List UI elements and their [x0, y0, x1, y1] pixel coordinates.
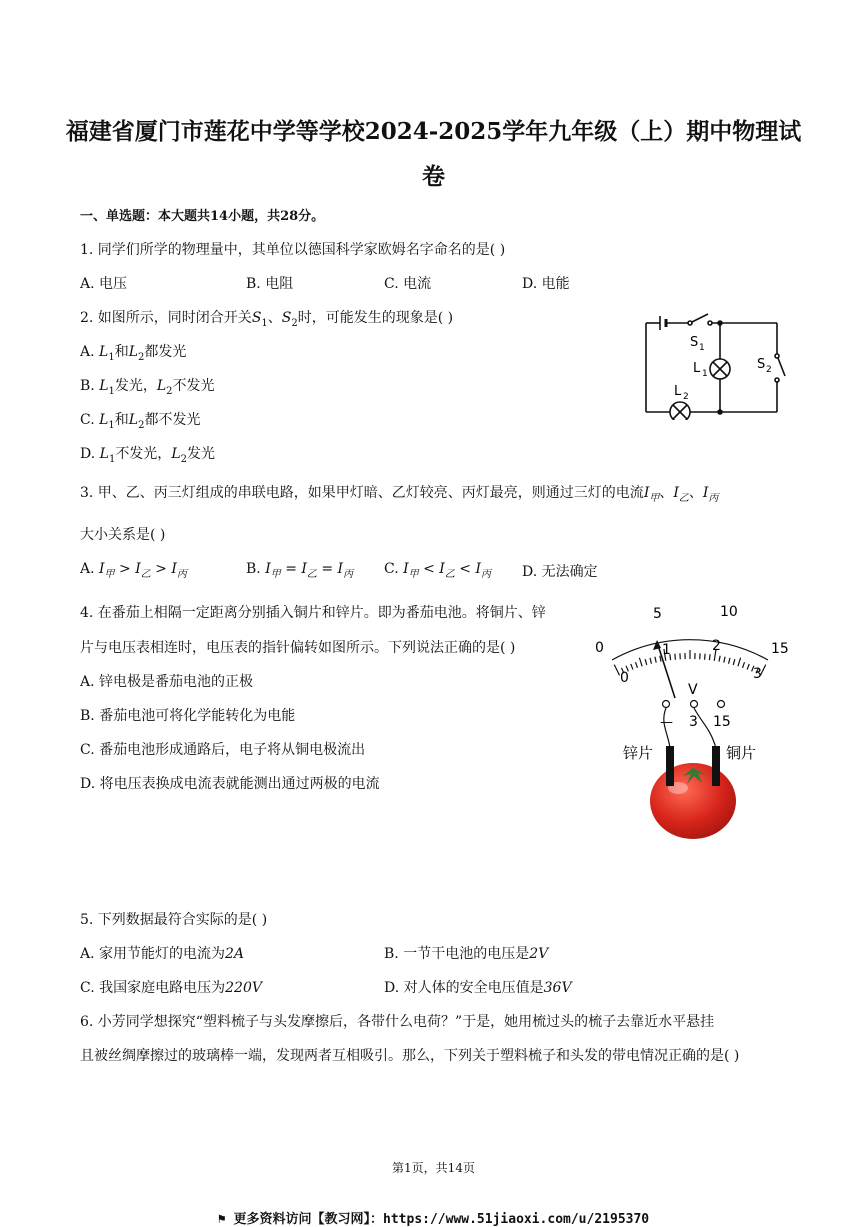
sub: 丙 — [343, 569, 353, 580]
section-header-single-choice: 一、单选题：本大题共14小题，共28分。 — [80, 205, 324, 224]
lower-scale-2: 2 — [712, 638, 721, 654]
q5-option-a — [80, 943, 244, 963]
var-i: I — [135, 561, 141, 577]
sub: 甲 — [271, 569, 281, 580]
text: 不发光 — [173, 378, 215, 394]
var-i: I — [338, 561, 344, 577]
meter-tick — [705, 654, 706, 660]
sub: 1 — [109, 454, 115, 465]
var-i: I — [301, 561, 307, 577]
sep: 、 — [689, 485, 703, 501]
var-l: L — [99, 344, 108, 360]
meter-tick — [724, 657, 725, 663]
sub: 甲 — [649, 493, 659, 504]
sub: 2 — [138, 352, 144, 363]
zinc-electrode — [666, 746, 674, 786]
meter-tick — [743, 662, 745, 668]
label: B. — [246, 561, 265, 577]
var-i: I — [99, 561, 105, 577]
value: 2V — [529, 946, 548, 962]
var-l: L — [129, 412, 138, 428]
sep: 、 — [268, 310, 282, 326]
page-number: 第1页，共14页 — [0, 1159, 867, 1176]
page-title: 福建省厦门市莲花中学等学校2024-2025学年九年级（上）期中物理试 — [0, 113, 867, 146]
text: A. 家用节能灯的电流为 — [80, 946, 225, 962]
sub: 乙 — [445, 569, 455, 580]
var-i: I — [439, 561, 445, 577]
var-l: L — [129, 344, 138, 360]
lower-scale-1: 1 — [662, 642, 671, 658]
sub: 丙 — [481, 569, 491, 580]
sub: 2 — [291, 318, 297, 329]
meter-tick — [709, 654, 710, 660]
q4-stem-line1: 4. 在番茄上相隔一定距离分别插入铜片和锌片。即为番茄电池。将铜片、锌 — [80, 602, 546, 622]
sub: 1 — [261, 318, 267, 329]
sub: 甲 — [105, 569, 115, 580]
lower-scale-3: 3 — [753, 666, 762, 682]
var-i: I — [265, 561, 271, 577]
q3-stem-line2: 大小关系是( ) — [80, 524, 165, 544]
op: = — [285, 561, 297, 577]
text: 都不发光 — [144, 412, 200, 428]
var-l: L — [99, 378, 108, 394]
label-s2-sub: 2 — [766, 365, 772, 375]
text: 发光， — [115, 378, 157, 394]
q2-option-a — [80, 341, 186, 363]
text: 发光 — [187, 446, 215, 462]
upper-scale-0: 0 — [595, 640, 604, 656]
label-l1-sub: 1 — [702, 369, 708, 379]
meter-tick — [738, 658, 741, 667]
var-i: I — [644, 485, 650, 501]
q2-stem — [80, 307, 453, 329]
q3-stem-part1: 3. 甲、乙、丙三灯组成的串联电路，如果甲灯暗、乙灯较亮、丙灯最亮，则通过三灯的电流 — [80, 485, 644, 501]
text: B. 一节干电池的电压是 — [384, 946, 529, 962]
label-s1: S — [690, 335, 698, 350]
copper-plate-label: 铜片 — [726, 744, 756, 762]
var-s: S — [282, 310, 292, 326]
label: A. — [80, 344, 99, 360]
sub: 2 — [166, 386, 172, 397]
value: 220V — [225, 980, 262, 996]
var-i: I — [703, 485, 709, 501]
label-s1-sub: 1 — [699, 343, 705, 353]
var-s: S — [252, 310, 262, 326]
zinc-plate-label: 锌片 — [623, 744, 653, 762]
label: C. — [80, 412, 99, 428]
q4-option-c: C. 番茄电池形成通路后，电子将从铜电极流出 — [80, 739, 365, 759]
q1-option-c: C. 电流 — [384, 273, 431, 293]
q3-option-b — [246, 561, 353, 580]
label: B. — [80, 378, 99, 394]
text: 不发光， — [115, 446, 171, 462]
q3-option-c — [384, 561, 491, 580]
var-i: I — [403, 561, 409, 577]
text: 都发光 — [144, 344, 186, 360]
q5-option-c — [80, 977, 262, 997]
q1-option-b: B. 电阻 — [246, 273, 293, 293]
var-i: I — [171, 561, 177, 577]
op: = — [321, 561, 333, 577]
op: > — [155, 561, 167, 577]
var-l: L — [99, 412, 108, 428]
resource-link[interactable] — [0, 1208, 867, 1227]
meter-tick — [729, 658, 730, 664]
terminal-15: 15 — [713, 714, 731, 730]
q3-stem — [80, 482, 718, 504]
q4-stem-line2: 片与电压表相连时，电压表的指针偏转如图所示。下列说法正确的是( ) — [80, 637, 515, 657]
q4-option-a: A. 锌电极是番茄电池的正极 — [80, 671, 253, 691]
var-l: L — [157, 378, 166, 394]
sub: 2 — [181, 454, 187, 465]
text: C. 我国家庭电路电压为 — [80, 980, 225, 996]
meter-tick — [733, 659, 735, 665]
sub: 乙 — [679, 493, 689, 504]
meter-tick — [631, 664, 633, 670]
q2-circuit-diagram — [640, 308, 790, 420]
q2-option-c — [80, 409, 200, 431]
q2-option-d — [80, 443, 215, 465]
value: 36V — [544, 980, 572, 996]
flag-icon: ⚑ — [218, 1212, 234, 1227]
meter-tick — [650, 658, 651, 664]
q2-stem-part1: 2. 如图所示，同时闭合开关 — [80, 310, 252, 326]
label-l1: L — [693, 361, 701, 376]
q3-option-a — [80, 561, 187, 580]
op: < — [423, 561, 435, 577]
sub: 乙 — [307, 569, 317, 580]
text: 和 — [115, 344, 129, 360]
meter-tick — [660, 656, 661, 662]
op: > — [119, 561, 131, 577]
sub: 2 — [138, 420, 144, 431]
meter-scale-ticks — [614, 649, 766, 675]
upper-scale-10: 10 — [720, 604, 738, 620]
sub: 1 — [108, 420, 114, 431]
label-s2: S — [757, 357, 765, 372]
q5-option-d — [384, 977, 572, 997]
resource-link-text: 更多资料访问【教习网】：https://www.51jiaoxi.com/u/2195370 — [234, 1212, 650, 1227]
voltmeter-label: V — [688, 682, 698, 698]
q4-option-b: B. 番茄电池可将化学能转化为电能 — [80, 705, 295, 725]
meter-tick — [645, 659, 647, 665]
sep: 、 — [659, 485, 673, 501]
text: D. 对人体的安全电压值是 — [384, 980, 544, 996]
terminal-3: 3 — [689, 714, 698, 730]
q2-stem-part2: 时，可能发生的现象是( ) — [298, 310, 453, 326]
text: 和 — [115, 412, 129, 428]
sub: 丙 — [708, 493, 718, 504]
q4-option-d: D. 将电压表换成电流表就能测出通过两极的电流 — [80, 773, 380, 793]
meter-tick — [675, 654, 676, 660]
op: < — [459, 561, 471, 577]
value: 2A — [225, 946, 244, 962]
meter-tick — [719, 656, 720, 662]
q3-option-d: D. 无法确定 — [522, 561, 598, 581]
copper-electrode — [712, 746, 720, 786]
meter-tick — [639, 658, 642, 667]
q1-stem: 1. 同学们所学的物理量中，其单位以德国科学家欧姆名字命名的是( ) — [80, 239, 505, 259]
meter-tick — [747, 664, 749, 670]
label: D. — [80, 446, 100, 462]
var-i: I — [673, 485, 679, 501]
upper-scale-15: 15 — [771, 641, 789, 657]
q2-option-b — [80, 375, 215, 397]
q1-option-d: D. 电能 — [522, 273, 570, 293]
sub: 1 — [109, 386, 115, 397]
var-i: I — [475, 561, 481, 577]
label: A. — [80, 561, 99, 577]
sub: 1 — [108, 352, 114, 363]
q6-stem-line1: 6. 小芳同学想探究“塑料梳子与头发摩擦后，各带什么电荷？”于是，她用梳过头的梳子去靠近水平悬挂 — [80, 1011, 714, 1031]
label-l2-sub: 2 — [683, 392, 689, 402]
page-title-continued: 卷 — [0, 158, 867, 191]
label-l2: L — [674, 384, 682, 399]
meter-tick — [655, 657, 656, 663]
q4-tomato-battery-figure — [590, 598, 795, 843]
lower-scale-0: 0 — [620, 670, 629, 686]
label: C. — [384, 561, 403, 577]
var-l: L — [171, 446, 180, 462]
sub: 丙 — [177, 569, 187, 580]
q5-option-b — [384, 943, 548, 963]
var-l: L — [100, 446, 109, 462]
q6-stem-line2: 且被丝绸摩擦过的玻璃棒一端，发现两者互相吸引。那么，下列关于塑料梳子和头发的带电情况正确的是( ) — [80, 1045, 739, 1065]
upper-scale-5: 5 — [653, 606, 662, 622]
terminal-negative: — — [660, 715, 673, 730]
q1-option-a: A. 电压 — [80, 273, 127, 293]
q5-stem: 5. 下列数据最符合实际的是( ) — [80, 909, 267, 929]
sub: 甲 — [409, 569, 419, 580]
meter-tick — [614, 665, 619, 676]
meter-tick — [636, 662, 638, 668]
sub: 乙 — [141, 569, 151, 580]
